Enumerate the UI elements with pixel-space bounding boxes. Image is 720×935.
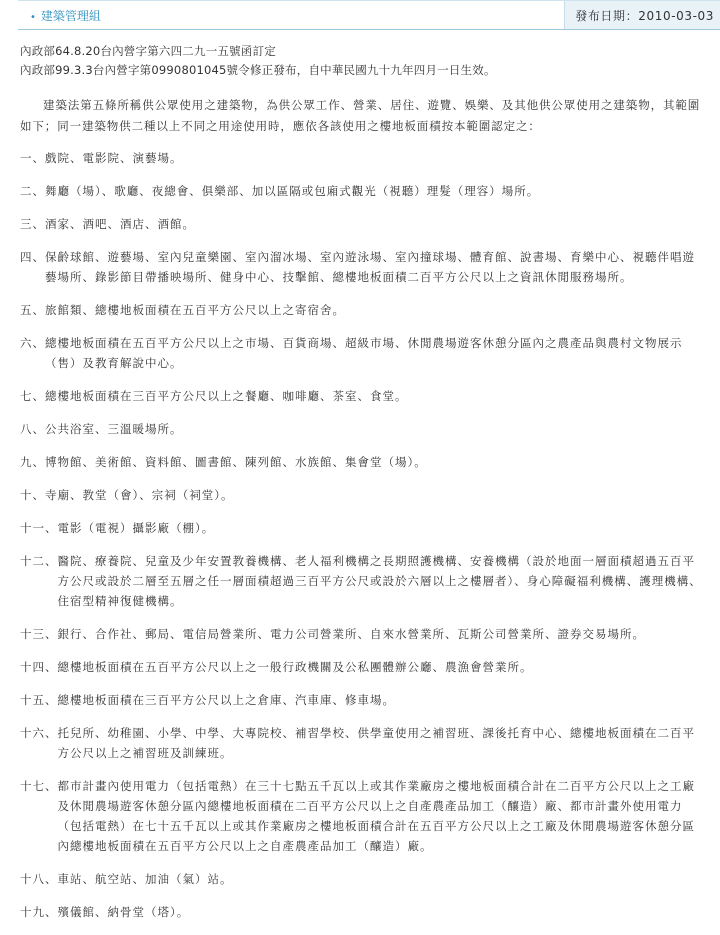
item-number: 十三、 — [20, 627, 58, 641]
item-text: 保齡球館、遊藝場、室內兒童樂園、室內溜冰場、室內遊泳場、室內撞球場、體育館、說書場、育樂中心、視聽伴唱遊藝場所、錄影節目帶播映場所、健身中心、技擊館、總樓地板面積二百平方公尺以上之資訊休閒服務場所。 — [45, 250, 695, 284]
item-number: 七、 — [20, 389, 45, 403]
item-text: 舞廳（場）、歌廳、夜總會、俱樂部、加以區隔或包廂式觀光（視聽）理髮（理容）場所。 — [45, 184, 540, 198]
item-text: 電影（電視）攝影廠（棚）。 — [57, 521, 215, 535]
item-number: 十、 — [20, 488, 45, 502]
bullet-icon: • — [30, 12, 36, 23]
list-item — [20, 247, 706, 287]
item-text: 總樓地板面積在三百平方公尺以上之餐廳、咖啡廳、茶室、食堂。 — [45, 389, 408, 403]
item-number: 二、 — [20, 184, 45, 198]
category-link[interactable] — [30, 7, 101, 24]
item-text: 銀行、合作社、郵局、電信局營業所、電力公司營業所、自來水營業所、瓦斯公司營業所、證券交易場所。 — [57, 627, 645, 641]
item-number: 一、 — [20, 151, 45, 165]
list-item — [20, 551, 706, 611]
item-text: 公共浴室、三溫暖場所。 — [45, 422, 183, 436]
item-number: 十五、 — [20, 693, 58, 707]
list-item — [20, 869, 706, 889]
item-number: 十二、 — [20, 554, 58, 568]
item-text: 旅館類、總樓地板面積在五百平方公尺以上之寄宿舍。 — [45, 303, 345, 317]
item-text: 總樓地板面積在五百平方公尺以上之一般行政機關及公私團體辦公廳、農漁會營業所。 — [57, 660, 533, 674]
scope-list — [20, 148, 706, 935]
list-item — [20, 690, 706, 710]
item-number: 十一、 — [20, 521, 58, 535]
item-text: 寺廟、教堂（會）、宗祠（祠堂）。 — [45, 488, 234, 502]
item-text: 車站、航空站、加油（氣）站。 — [57, 872, 233, 886]
publish-date-label: 發布日期： — [575, 9, 639, 23]
item-number: 四、 — [20, 250, 45, 264]
item-number: 三、 — [20, 217, 45, 231]
issuance-line: 內政部99.3.3台內營字第0990801045號令修正發布，自中華民國九十九年四月一日生效。 — [20, 63, 496, 77]
list-item — [20, 902, 706, 922]
item-text: 殯儀館、納骨堂（塔）。 — [57, 905, 190, 919]
item-number: 十六、 — [20, 726, 58, 740]
item-number: 六、 — [20, 336, 45, 350]
item-number: 十七、 — [20, 779, 58, 793]
article-header — [18, 0, 720, 30]
item-number: 十四、 — [20, 660, 58, 674]
list-item — [20, 518, 706, 538]
category-label: 建築管理組 — [40, 9, 101, 23]
list-item — [20, 452, 706, 472]
list-item — [20, 386, 706, 406]
publish-date-value: 2010-03-03 — [638, 9, 714, 23]
list-item — [20, 657, 706, 677]
item-text: 戲院、電影院、演藝場。 — [45, 151, 183, 165]
item-text: 醫院、療養院、兒童及少年安置教養機構、老人福利機構之長期照護機構、安養機構（設於地面一層面積超過五百平方公尺或設於二層至五層之任一層面積超過三百平方公尺或設於六層以上之樓層者）、身心障礙福利機構、護理機構、住宿型精神復健機構。 — [57, 554, 702, 608]
intro-paragraph: 建築法第五條所稱供公眾使用之建築物，為供公眾工作、營業、居住、遊覽、娛樂、及其他供公眾使用之建築物，其範圍如下；同一建築物供二種以上不同之用途使用時，應依各該使用之樓地板面積按本範圍認定之： — [20, 98, 701, 133]
list-item — [20, 723, 706, 763]
item-number: 九、 — [20, 455, 45, 469]
list-item — [20, 333, 706, 373]
item-number: 五、 — [20, 303, 45, 317]
item-number: 十八、 — [20, 872, 58, 886]
list-item — [20, 776, 706, 856]
item-text: 博物館、美術館、資料館、圖書館、陳列館、水族館、集會堂（場）。 — [45, 455, 427, 469]
issuance-history — [20, 42, 496, 80]
list-item — [20, 148, 706, 168]
list-item — [20, 485, 706, 505]
item-number: 八、 — [20, 422, 45, 436]
issuance-line: 內政部64.8.20台內營字第六四二九一五號函訂定 — [20, 44, 276, 58]
item-text: 都市計畫內使用電力（包括電熱）在三十七點五千瓦以上或其作業廠房之樓地板面積合計在二百平方公尺以上之工廠及休閒農場遊客休憩分區內總樓地板面積在二百平方公尺以上之自產農產品加工（釀造）廠、都市計畫外使用電力（包括電熱）在七十五千瓦以上或其作業廠房之樓地板面積合計在五百平方公尺以上之工廠及休閒農場遊客休憩分區內總樓地板面積在五百平方公尺以上之自產農產品加工（釀造）廠。 — [57, 779, 695, 853]
item-text: 總樓地板面積在五百平方公尺以上之市場、百貨商場、超級市場、休閒農場遊客休憩分區內之農產品與農村文物展示（售）及教育解說中心。 — [45, 336, 683, 370]
list-item — [20, 419, 706, 439]
item-text: 總樓地板面積在三百平方公尺以上之倉庫、汽車庫、修車場。 — [57, 693, 395, 707]
list-item — [20, 181, 706, 201]
list-item — [20, 300, 706, 320]
list-item — [20, 214, 706, 234]
item-text: 托兒所、幼稚園、小學、中學、大專院校、補習學校、供學童使用之補習班、課後托育中心、總樓地板面積在二百平方公尺以上之補習班及訓練班。 — [57, 726, 695, 760]
item-number: 十九、 — [20, 905, 58, 919]
publish-date — [564, 1, 720, 29]
item-text: 酒家、酒吧、酒店、酒館。 — [45, 217, 195, 231]
list-item — [20, 624, 706, 644]
